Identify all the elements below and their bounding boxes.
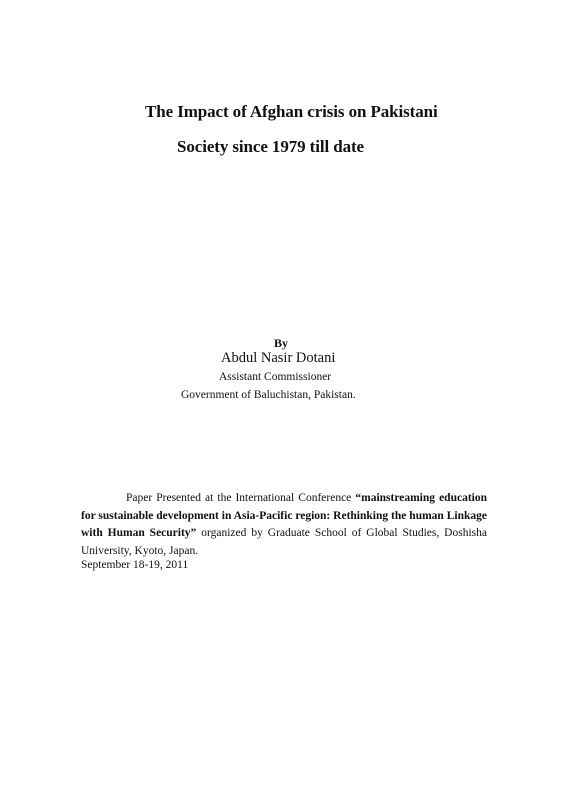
conference-name: “mainstreaming education for sustainable development in Asia-Pacific region: Rethinking the human Linkage with Human Security” [81, 492, 487, 539]
presentation-intro: Paper Presented at the International Conference [126, 492, 356, 504]
author-position: Assistant Commissioner [219, 371, 332, 383]
title-line-2: Society since 1979 till date [177, 137, 365, 156]
by-label: By [274, 336, 289, 350]
author-name: Abdul Nasir Dotani [221, 350, 336, 366]
title-line-1: The Impact of Afghan crisis on Pakistani [145, 102, 438, 121]
presentation-date: September 18-19, 2011 [81, 559, 189, 571]
author-organization: Government of Baluchistan, Pakistan. [181, 389, 356, 401]
presentation-paragraph [81, 490, 487, 560]
presentation-organizer: organized by Graduate School of Global Studies, Doshisha University, Kyoto, Japan. [81, 527, 487, 557]
